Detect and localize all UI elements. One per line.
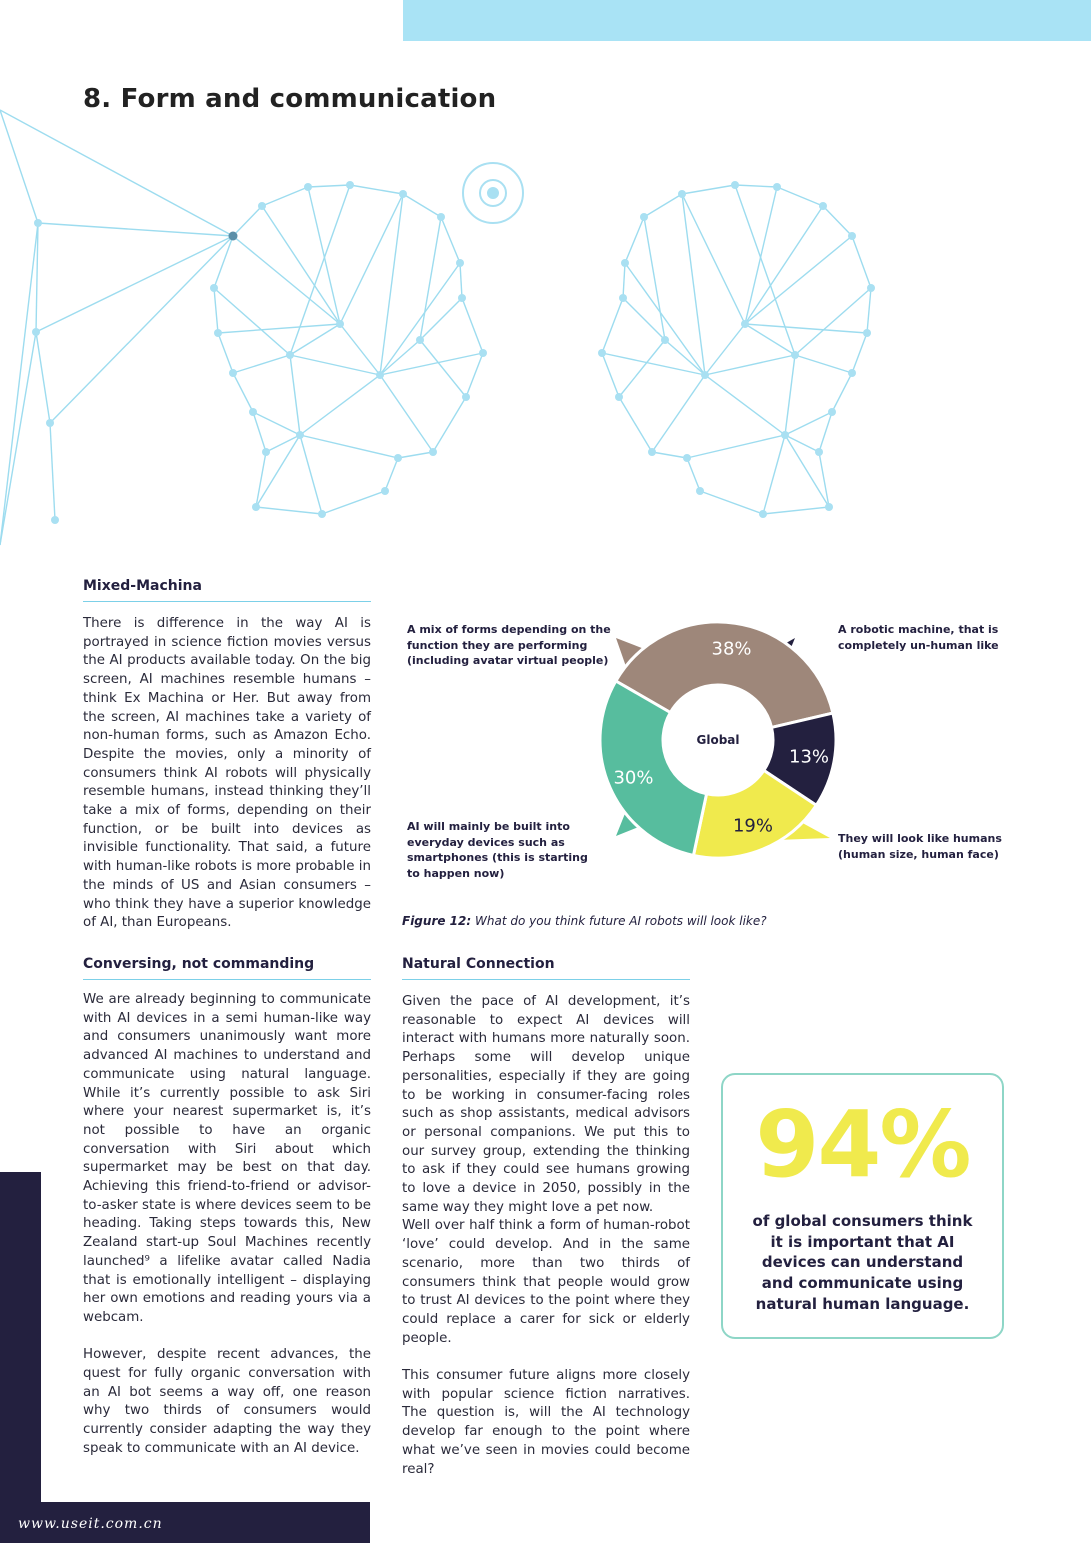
network-line xyxy=(262,187,308,206)
network-line xyxy=(867,288,871,333)
network-node xyxy=(791,351,799,359)
donut-slice-value-label: 19% xyxy=(732,815,773,837)
network-line xyxy=(462,298,483,353)
figure-caption-label: Figure 12: xyxy=(402,914,472,928)
network-line xyxy=(623,263,625,298)
network-line xyxy=(256,507,322,514)
network-line xyxy=(50,236,233,423)
network-line xyxy=(290,355,300,435)
section-heading-conversing: Conversing, not commanding xyxy=(83,956,371,980)
network-line xyxy=(852,236,871,288)
network-node xyxy=(731,181,739,189)
network-node xyxy=(773,183,781,191)
network-line xyxy=(50,423,55,520)
network-line xyxy=(0,332,36,545)
network-line xyxy=(625,217,644,263)
network-node xyxy=(214,329,222,337)
donut-slice-value-label: 38% xyxy=(711,638,752,660)
network-line xyxy=(290,324,340,355)
network-line xyxy=(380,340,420,375)
network-line xyxy=(385,458,398,491)
network-line xyxy=(300,375,380,435)
stat-value: 94% xyxy=(755,1091,970,1198)
network-line xyxy=(735,185,777,187)
network-line xyxy=(233,206,262,236)
network-line xyxy=(214,288,290,355)
network-node xyxy=(678,190,686,198)
network-node xyxy=(262,448,270,456)
conversing-paragraph-1: We are already beginning to communicate with AI devices in a semi human-like way and consumers unanimously want more advanced AI machines to understand and communicate using natural language. While it’s currently possible to ask Siri where your nearest supermarket is, it’s not possible to have an organic conversation with Siri about which supermarket may be best on that day. Achieving this friend-to-friend or advisor-to-asker state is where devices seem to be heading. Taking steps towards this, New Zealand start-up Soul Machines recently launched⁹ a lifelike avatar called Nadia that is emotionally intelligent – displaying her own emotions and reading yours via a webcam. xyxy=(83,992,371,1325)
network-node xyxy=(848,369,856,377)
network-node xyxy=(479,349,487,357)
network-line xyxy=(644,194,682,217)
network-line xyxy=(340,194,403,324)
natural-connection-paragraph-2: Well over half think a form of human-robot ‘love’ could develop. And in the same scenario, more than two thirds of consumers think that people would grow to trust AI devices to the point where they could replace a carer for sick or elderly people. xyxy=(402,1218,690,1346)
network-line xyxy=(300,435,398,458)
page-title: 8. Form and communication xyxy=(83,84,497,114)
network-line xyxy=(36,332,50,423)
network-node xyxy=(381,487,389,495)
network-line xyxy=(832,373,852,412)
chart-label-robotic: A robotic machine, that is completely un-human like xyxy=(838,623,999,652)
network-line xyxy=(652,452,687,458)
network-node xyxy=(867,284,875,292)
network-line xyxy=(823,206,852,236)
network-node xyxy=(863,329,871,337)
network-node xyxy=(619,294,627,302)
network-line xyxy=(687,435,785,458)
network-line xyxy=(785,355,795,435)
network-line xyxy=(763,435,785,514)
network-line xyxy=(433,397,466,452)
network-node xyxy=(394,454,402,462)
network-node xyxy=(318,510,326,518)
network-node xyxy=(34,219,42,227)
stat-callout xyxy=(721,1073,1004,1339)
network-node xyxy=(741,320,749,328)
network-line xyxy=(665,340,705,375)
network-node xyxy=(336,320,344,328)
network-line xyxy=(403,194,441,217)
network-node xyxy=(456,259,464,267)
mixed-machina-body xyxy=(83,615,371,933)
network-node xyxy=(640,213,648,221)
network-line xyxy=(290,185,350,355)
network-node xyxy=(376,371,384,379)
network-node xyxy=(701,371,709,379)
network-line xyxy=(602,353,619,397)
network-line xyxy=(745,236,852,324)
network-line xyxy=(218,333,233,373)
network-line xyxy=(700,491,763,514)
network-line xyxy=(777,187,823,206)
network-line xyxy=(735,185,795,355)
network-node xyxy=(759,510,767,518)
network-line xyxy=(233,236,340,324)
donut-slice-value-label: 13% xyxy=(789,746,830,768)
target-icon xyxy=(463,163,523,223)
network-line xyxy=(380,353,483,375)
network-line xyxy=(682,185,735,194)
network-line xyxy=(602,298,623,353)
network-line xyxy=(36,236,233,332)
network-line xyxy=(745,187,777,324)
network-node xyxy=(598,349,606,357)
network-line xyxy=(619,340,665,397)
conversing-body xyxy=(83,991,371,1459)
network-node xyxy=(781,431,789,439)
corner-block xyxy=(0,1172,41,1543)
network-line xyxy=(0,110,233,236)
network-line xyxy=(308,185,350,187)
network-line xyxy=(233,373,253,412)
network-line xyxy=(602,353,705,375)
mixed-machina-paragraph: There is difference in the way AI is portrayed in science fiction movies versus the AI products available today. On the big screen, AI machines resemble humans – think Ex Machina or Her. But away from the screen, AI machines take a variety of non-human forms, such as Amazon Echo. Despite the movies, only a minority of consumers think AI robots will physically resemble humans, instead thinking they’ll take a mix of forms, depending on their function, or be built into devices as invisible functionality. That said, a future with human-like robots is more probable in the minds of US and Asian consumers – who think they have a superior knowledge of AI, than Europeans. xyxy=(83,616,371,931)
network-line xyxy=(745,324,795,355)
network-node xyxy=(828,408,836,416)
network-node xyxy=(51,516,59,524)
network-line xyxy=(652,375,705,452)
network-node xyxy=(696,487,704,495)
network-node xyxy=(304,183,312,191)
network-line xyxy=(322,491,385,514)
network-line xyxy=(705,375,785,435)
chart-label-built-in-devices: AI will mainly be built into everyday devices such as smartphones (this is starting to happen now) xyxy=(407,820,588,880)
natural-connection-body xyxy=(402,993,690,1479)
network-node xyxy=(210,284,218,292)
network-node xyxy=(815,448,823,456)
section-heading-natural-connection: Natural Connection xyxy=(402,956,690,980)
network-line xyxy=(745,206,823,324)
network-node xyxy=(437,213,445,221)
network-node xyxy=(683,454,691,462)
network-line xyxy=(466,353,483,397)
network-node xyxy=(32,328,40,336)
donut-chart xyxy=(580,600,860,880)
network-node xyxy=(661,336,669,344)
network-line xyxy=(398,452,433,458)
network-line xyxy=(214,288,218,333)
network-node xyxy=(416,336,424,344)
network-line xyxy=(441,217,460,263)
network-node xyxy=(346,181,354,189)
network-line xyxy=(745,324,867,333)
network-line xyxy=(619,397,652,452)
network-node xyxy=(46,419,54,427)
network-line xyxy=(380,375,433,452)
figure-caption-text: What do you think future AI robots will look like? xyxy=(471,914,767,928)
network-hub-node xyxy=(229,232,238,241)
network-node xyxy=(621,259,629,267)
natural-connection-paragraph-3: This consumer future aligns more closely with popular science fiction narratives. The question is, will the AI technology develop far enough to the point where what we’ve seen in movies could become real? xyxy=(402,1368,690,1477)
network-node xyxy=(825,503,833,511)
natural-connection-paragraph-1: Given the pace of AI development, it’s reasonable to expect AI devices will interact with humans more naturally soon. Perhaps some will develop unique personalities, especially if they are going to be working in consumer-facing roles such as shop assistants, medical advisors or personal companions. We put this to our survey group, extending the thinking to ask if they could see humans growing to love a device in 2050, possibly in the same way they might love a pet now. xyxy=(402,994,690,1215)
network-line xyxy=(687,458,700,491)
network-node xyxy=(296,431,304,439)
figure-caption xyxy=(402,914,767,928)
footer-url: www.useit.com.cn xyxy=(18,1516,163,1532)
network-line xyxy=(218,324,340,333)
network-node xyxy=(249,408,257,416)
network-line xyxy=(308,187,340,324)
network-node xyxy=(819,202,827,210)
network-line xyxy=(38,223,233,236)
network-node xyxy=(399,190,407,198)
network-node xyxy=(286,351,294,359)
network-line xyxy=(350,185,403,194)
section-heading-mixed-machina: Mixed-Machina xyxy=(83,578,371,602)
network-line xyxy=(852,333,867,373)
network-line xyxy=(682,194,745,324)
stat-description: of global consumers think it is important that AI devices can understand and communicate using natural human language. xyxy=(752,1212,973,1313)
top-accent-bar xyxy=(403,0,1091,41)
network-node xyxy=(615,393,623,401)
donut-slice-value-label: 30% xyxy=(613,767,654,789)
network-line xyxy=(795,288,871,355)
conversing-paragraph-2: However, despite recent advances, the quest for fully organic conversation with an AI bot seems a way off, one reason why two thirds of consumers would currently consider adapting the way they speak to communicate with an AI device. xyxy=(83,1347,371,1456)
network-node xyxy=(252,503,260,511)
network-line xyxy=(420,340,466,397)
network-node xyxy=(458,294,466,302)
network-line xyxy=(300,435,322,514)
network-line xyxy=(763,507,829,514)
network-line xyxy=(795,355,852,373)
network-node xyxy=(229,369,237,377)
network-line xyxy=(460,263,462,298)
donut-center-label: Global xyxy=(696,733,740,747)
network-line xyxy=(0,223,38,545)
network-line xyxy=(262,206,340,324)
chart-label-human-like: They will look like humans (human size, human face) xyxy=(838,832,1002,861)
ai-heads-illustration xyxy=(0,105,900,555)
network-line xyxy=(233,355,290,373)
network-node xyxy=(429,448,437,456)
network-node xyxy=(462,393,470,401)
network-node xyxy=(848,232,856,240)
network-node xyxy=(258,202,266,210)
network-node xyxy=(648,448,656,456)
chart-label-mix-forms: A mix of forms depending on the function they are performing (including avatar virtual people) xyxy=(407,623,611,668)
